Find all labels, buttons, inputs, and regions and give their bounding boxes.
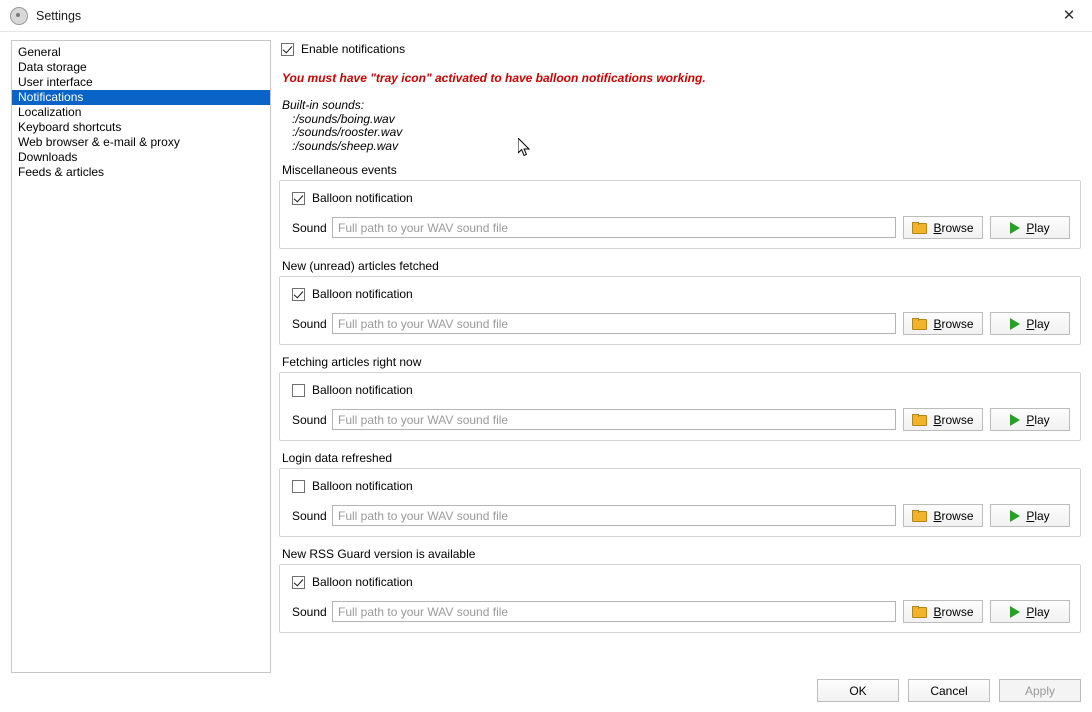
sound-label: Sound bbox=[292, 220, 327, 235]
group-miscellaneous-events bbox=[279, 163, 1081, 249]
builtin-sound-path-sheep: :/sounds/sheep.wav bbox=[292, 138, 399, 153]
balloon-notification-checkbox[interactable] bbox=[292, 576, 305, 589]
play-icon bbox=[1010, 510, 1020, 522]
sound-row bbox=[292, 408, 1070, 431]
sound-path-input[interactable] bbox=[332, 409, 896, 430]
balloon-notification-checkbox[interactable] bbox=[292, 384, 305, 397]
enable-notifications-label: Enable notifications bbox=[301, 42, 406, 56]
play-icon bbox=[1010, 606, 1020, 618]
window-title: Settings bbox=[36, 8, 82, 23]
balloon-notification-row[interactable] bbox=[292, 286, 1070, 302]
sound-label: Sound bbox=[292, 412, 327, 427]
balloon-notification-label: Balloon notification bbox=[312, 287, 413, 301]
browse-button[interactable]: Browse bbox=[903, 408, 983, 431]
sidebar-item-general[interactable]: General bbox=[18, 45, 61, 59]
play-icon bbox=[1010, 414, 1020, 426]
settings-gear-icon bbox=[10, 7, 28, 25]
play-button[interactable]: Play bbox=[990, 216, 1070, 239]
sound-path-input[interactable] bbox=[332, 217, 896, 238]
ok-button[interactable]: OK bbox=[817, 679, 899, 702]
play-button-label-rest: lay bbox=[1034, 220, 1050, 235]
folder-icon bbox=[912, 510, 927, 522]
balloon-notification-row[interactable] bbox=[292, 478, 1070, 494]
sound-path-input[interactable] bbox=[332, 601, 896, 622]
sidebar-item-downloads[interactable]: Downloads bbox=[18, 150, 78, 164]
sidebar-item-data-storage[interactable]: Data storage bbox=[18, 60, 87, 74]
window-titlebar bbox=[0, 0, 1092, 32]
browse-button[interactable]: Browse bbox=[903, 312, 983, 335]
group-title: Miscellaneous events bbox=[282, 163, 397, 177]
play-icon bbox=[1010, 222, 1020, 234]
play-icon bbox=[1010, 318, 1020, 330]
sidebar-item-feeds-articles[interactable]: Feeds & articles bbox=[18, 165, 105, 179]
folder-icon bbox=[912, 414, 927, 426]
sound-label: Sound bbox=[292, 316, 327, 331]
group-new-rss-guard-version bbox=[279, 547, 1081, 633]
apply-button[interactable]: Apply bbox=[999, 679, 1081, 702]
notifications-panel bbox=[279, 40, 1081, 712]
folder-icon bbox=[912, 318, 927, 330]
sound-row bbox=[292, 600, 1070, 623]
group-box bbox=[279, 180, 1081, 249]
browse-button[interactable]: Browse bbox=[903, 504, 983, 527]
group-new-unread-articles-fetched bbox=[279, 259, 1081, 345]
balloon-notification-checkbox[interactable] bbox=[292, 288, 305, 301]
balloon-notification-row[interactable] bbox=[292, 190, 1070, 206]
folder-icon bbox=[912, 222, 927, 234]
sound-path-input[interactable] bbox=[332, 313, 896, 334]
builtin-sounds-block bbox=[282, 99, 1081, 153]
group-login-data-refreshed bbox=[279, 451, 1081, 537]
sound-row bbox=[292, 504, 1070, 527]
balloon-notification-label: Balloon notification bbox=[312, 479, 413, 493]
group-title: New (unread) articles fetched bbox=[282, 259, 439, 273]
builtin-sounds-title: Built-in sounds: bbox=[282, 98, 365, 112]
group-box bbox=[279, 276, 1081, 345]
group-box bbox=[279, 372, 1081, 441]
browse-button[interactable]: Browse bbox=[903, 600, 983, 623]
balloon-notification-label: Balloon notification bbox=[312, 383, 413, 397]
browse-button-label-rest: rowse bbox=[941, 220, 974, 235]
balloon-notification-row[interactable] bbox=[292, 382, 1070, 398]
sidebar-item-user-interface[interactable]: User interface bbox=[18, 75, 93, 89]
balloon-notification-label: Balloon notification bbox=[312, 575, 413, 589]
group-fetching-articles-right-now bbox=[279, 355, 1081, 441]
builtin-sound-path-boing: :/sounds/boing.wav bbox=[292, 111, 395, 126]
sound-label: Sound bbox=[292, 508, 327, 523]
dialog-body bbox=[0, 32, 1092, 712]
play-button[interactable]: Play bbox=[990, 504, 1070, 527]
sound-row bbox=[292, 312, 1070, 335]
sidebar-item-notifications[interactable]: Notifications bbox=[12, 90, 270, 105]
play-button[interactable]: Play bbox=[990, 312, 1070, 335]
balloon-notification-checkbox[interactable] bbox=[292, 192, 305, 205]
play-button[interactable]: Play bbox=[990, 600, 1070, 623]
cancel-button[interactable]: Cancel bbox=[908, 679, 990, 702]
sidebar-item-web-browser-email-proxy[interactable]: Web browser & e-mail & proxy bbox=[18, 135, 180, 149]
play-button[interactable]: Play bbox=[990, 408, 1070, 431]
dialog-buttons bbox=[808, 679, 1081, 702]
sidebar-item-keyboard-shortcuts[interactable]: Keyboard shortcuts bbox=[18, 120, 122, 134]
group-title: Login data refreshed bbox=[282, 451, 393, 465]
enable-notifications-checkbox[interactable] bbox=[281, 43, 294, 56]
close-icon[interactable]: ✕ bbox=[1062, 7, 1076, 24]
tray-icon-warning: You must have "tray icon" activated to have balloon notifications working. bbox=[282, 71, 706, 85]
builtin-sound-path-rooster: :/sounds/rooster.wav bbox=[292, 125, 403, 139]
group-box bbox=[279, 468, 1081, 537]
sound-path-input[interactable] bbox=[332, 505, 896, 526]
group-title: Fetching articles right now bbox=[282, 355, 422, 369]
balloon-notification-row[interactable] bbox=[292, 574, 1070, 590]
balloon-notification-label: Balloon notification bbox=[312, 191, 413, 205]
group-box bbox=[279, 564, 1081, 633]
group-title: New RSS Guard version is available bbox=[282, 547, 476, 561]
enable-notifications-row[interactable] bbox=[281, 40, 1081, 58]
sidebar-item-localization[interactable]: Localization bbox=[18, 105, 82, 119]
browse-button[interactable]: Browse bbox=[903, 216, 983, 239]
sound-row bbox=[292, 216, 1070, 239]
folder-icon bbox=[912, 606, 927, 618]
sound-label: Sound bbox=[292, 604, 327, 619]
settings-section-list[interactable] bbox=[11, 40, 271, 673]
balloon-notification-checkbox[interactable] bbox=[292, 480, 305, 493]
